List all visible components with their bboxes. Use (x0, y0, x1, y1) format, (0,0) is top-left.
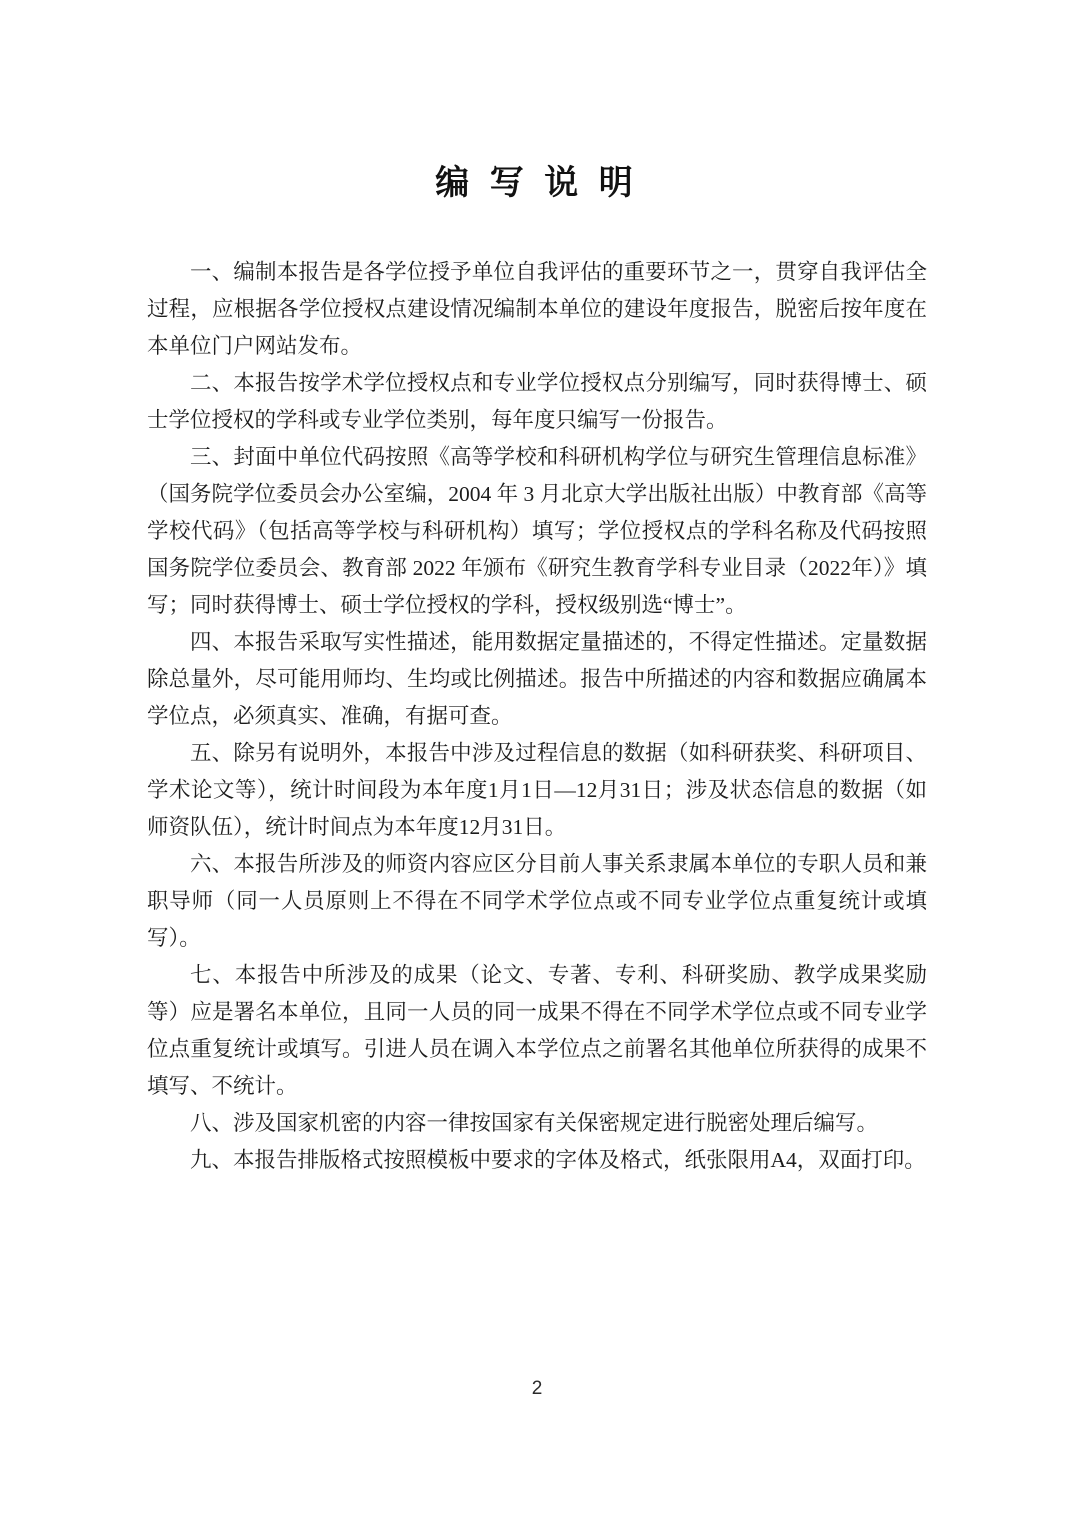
instruction-paragraph-5: 五、除另有说明外，本报告中涉及过程信息的数据（如科研获奖、科研项目、学术论文等），统计时间段为本年度1月1日—12月31日；涉及状态信息的数据（如师资队伍），统计时间点为本年度12月31日。 (147, 741, 927, 839)
instruction-paragraph-4: 四、本报告采取写实性描述，能用数据定量描述的，不得定性描述。定量数据除总量外，尽可能用师均、生均或比例描述。报告中所描述的内容和数据应确属本学位点，必须真实、准确，有据可查。 (147, 630, 927, 728)
instruction-paragraph-3: 三、封面中单位代码按照《高等学校和科研机构学位与研究生管理信息标准》（国务院学位委员会办公室编，2004 年 3 月北京大学出版社出版）中教育部《高等学校代码》（包括高等学校与科研机构）填写；学位授权点的学科名称及代码按照国务院学位委员会、教育部 2022 年颁布《研究生教育学科专业目录（2022年）》填写；同时获得博士、硕士学位授权的学科，授权级别选“博士”。 (147, 445, 927, 617)
document-body (147, 254, 927, 1179)
instruction-paragraph-7: 七、本报告中所涉及的成果（论文、专著、专利、科研奖励、教学成果奖励等）应是署名本单位，且同一人员的同一成果不得在不同学术学位点或不同专业学位点重复统计或填写。引进人员在调入本学位点之前署名其他单位所获得的成果不填写、不统计。 (147, 963, 927, 1098)
instruction-paragraph-9: 九、本报告排版格式按照模板中要求的字体及格式，纸张限用A4，双面打印。 (190, 1148, 926, 1172)
instruction-paragraph-1: 一、编制本报告是各学位授予单位自我评估的重要环节之一，贯穿自我评估全过程，应根据各学位授权点建设情况编制本单位的建设年度报告，脱密后按年度在本单位门户网站发布。 (147, 260, 927, 358)
instruction-paragraph-6: 六、本报告所涉及的师资内容应区分目前人事关系隶属本单位的专职人员和兼职导师（同一人员原则上不得在不同学术学位点或不同专业学位点重复统计或填写）。 (147, 852, 927, 950)
page-title: 编 写 说 明 (435, 165, 639, 202)
page-number: 2 (531, 1378, 543, 1399)
instruction-paragraph-2: 二、本报告按学术学位授权点和专业学位授权点分别编写，同时获得博士、硕士学位授权的学科或专业学位类别，每年度只编写一份报告。 (147, 371, 927, 432)
instruction-paragraph-8: 八、涉及国家机密的内容一律按国家有关保密规定进行脱密处理后编写。 (190, 1111, 879, 1135)
